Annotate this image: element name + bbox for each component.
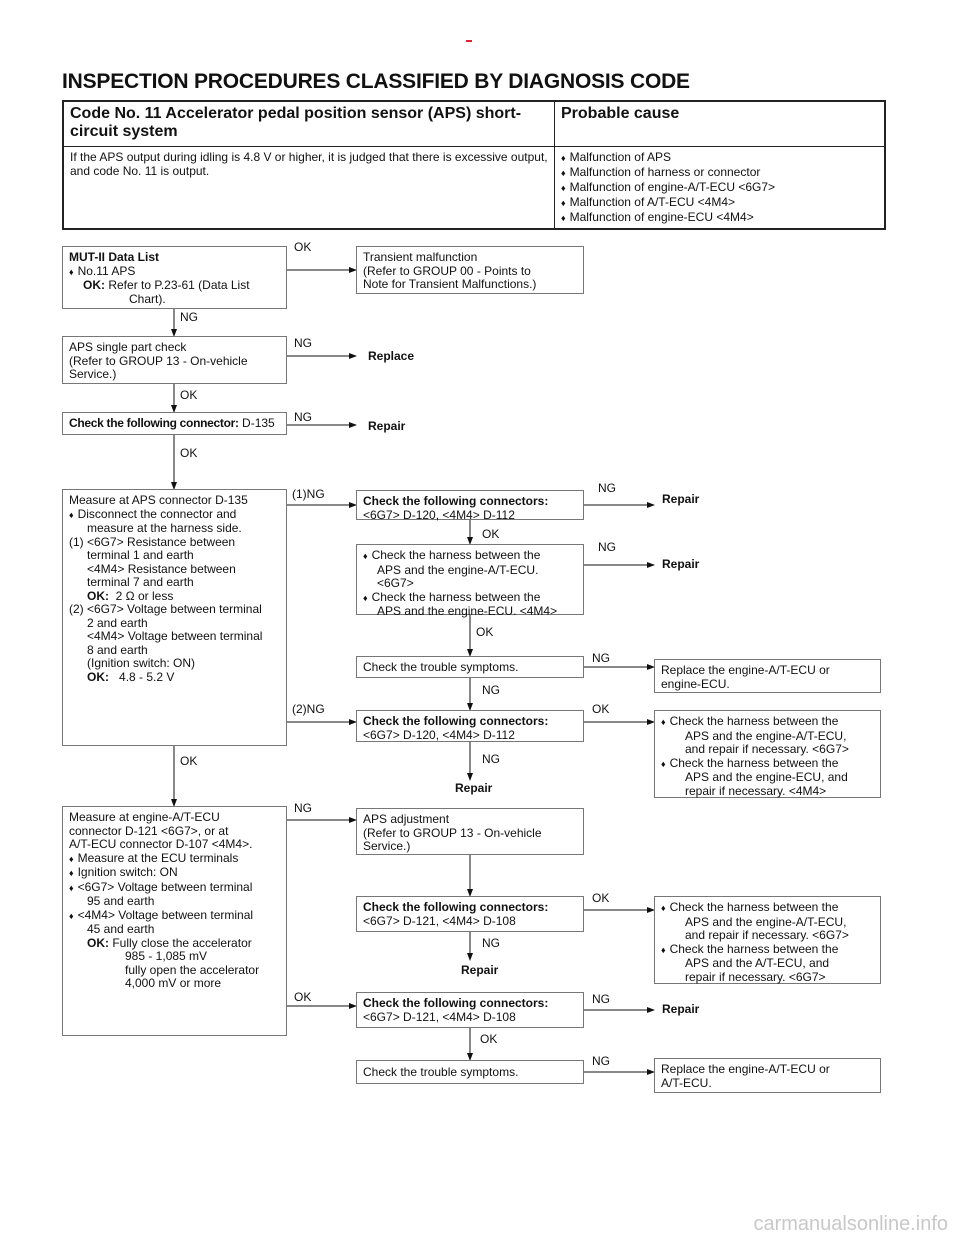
harness-repair-line: ♦ Check the harness between the — [661, 943, 874, 958]
measure-line: (Ignition switch: ON) — [87, 656, 196, 670]
replace-ecu-line: A/T-ECU. — [661, 1075, 712, 1090]
check-connectors-label: Check the following connectors: — [363, 996, 549, 1010]
watermark: carmanualsonline.info — [753, 1213, 948, 1235]
cause-item: ♦ Malfunction of APS — [561, 150, 878, 165]
code-description: If the APS output during idling is 4.8 V or higher, it is judged that there is excessive output, and code No. 11 is output. — [63, 147, 555, 230]
cause-item: ♦ Malfunction of engine-ECU <4M4> — [561, 210, 878, 225]
measure-line: Measure at engine-A/T-ECU — [69, 810, 220, 824]
measure-line: connector D-121 <6G7>, or at — [69, 823, 229, 838]
harness-line: ♦ Check the harness between the — [363, 549, 577, 564]
aps-adjust-line: APS adjustment — [363, 812, 450, 826]
harness-check-box — [356, 544, 584, 618]
harness-repair-box-2 — [654, 896, 881, 984]
ng-branch-2-label: (2)NG — [292, 702, 325, 716]
measure-line: 2 and earth — [87, 615, 148, 630]
mut-title: MUT-II Data List — [69, 250, 160, 264]
connector-ids: <6G7> D-121, <4M4> D-108 — [363, 913, 516, 928]
check-connectors-d120-box-2 — [356, 710, 584, 742]
measure-line: terminal 1 and earth — [87, 548, 194, 562]
check-trouble-symptoms-box: Check the trouble symptoms. — [356, 656, 584, 678]
transient-line: Transient malfunction — [363, 250, 478, 264]
ng-label: NG — [294, 336, 312, 350]
ng-label: NG — [482, 936, 500, 950]
mut-item: ♦ No.11 APS — [69, 265, 280, 280]
ng-label: NG — [598, 540, 616, 554]
measure-line: ♦ Disconnect the connector and — [69, 508, 280, 523]
ok-label: OK: — [83, 278, 105, 292]
ng-label: NG — [598, 481, 616, 495]
harness-repair-line: ♦ Check the harness between the — [661, 715, 874, 730]
measure-line: <4M4> Voltage between terminal — [87, 629, 263, 643]
repair-label: Repair — [662, 492, 700, 506]
replace-ecu-box-2 — [654, 1058, 881, 1093]
check-connectors-label: Check the following connectors: — [363, 714, 549, 728]
mut-ok-text-cont: Chart). — [129, 291, 166, 306]
replace-ecu-line: engine-ECU. — [661, 676, 730, 691]
harness-line: APS and the engine-A/T-ECU. — [377, 562, 539, 577]
measure-line: 985 - 1,085 mV — [125, 949, 208, 963]
check-connectors-d120-box — [356, 490, 584, 520]
aps-adjustment-box — [356, 808, 584, 855]
ok-label: OK — [180, 754, 198, 768]
measure-line: Measure at APS connector D-135 — [69, 493, 248, 507]
cause-item: ♦ Malfunction of engine-A/T-ECU <6G7> — [561, 180, 878, 195]
measure-line: A/T-ECU connector D-107 <4M4>. — [69, 837, 253, 851]
aps-single-check-box — [62, 336, 287, 384]
check-connectors-d121-box-2 — [356, 992, 584, 1028]
measure-line: (2) <6G7> Voltage between terminal — [69, 602, 262, 616]
measure-value: 2 Ω or less — [115, 588, 174, 603]
harness-repair-line: repair if necessary. <6G7> — [685, 969, 826, 984]
measure-line: terminal 7 and earth — [87, 575, 194, 589]
ng-label: NG — [294, 410, 312, 424]
repair-label: Repair — [662, 1002, 700, 1016]
harness-repair-line: and repair if necessary. <6G7> — [685, 928, 849, 942]
check-trouble-symptoms-box-2: Check the trouble symptoms. — [356, 1060, 584, 1084]
measure-ecu-connector-box — [62, 806, 287, 1036]
cause-item: ♦ Malfunction of A/T-ECU <4M4> — [561, 195, 878, 210]
connector-id: D-135 — [242, 416, 275, 430]
page-title: INSPECTION PROCEDURES CLASSIFIED BY DIAGNOSIS CODE — [62, 70, 690, 93]
ng-label: NG — [592, 1054, 610, 1068]
harness-repair-box-1 — [654, 710, 881, 798]
harness-line: APS and the engine-ECU. <4M4> — [377, 604, 558, 618]
measure-line: ♦ <6G7> Voltage between terminal — [69, 881, 280, 896]
ok-label: OK — [592, 702, 610, 716]
harness-repair-line: APS and the engine-A/T-ECU, — [685, 914, 847, 929]
ok-label: OK — [294, 990, 312, 1004]
harness-line: <6G7> — [377, 576, 414, 590]
code-header: Code No. 11 Accelerator pedal position sensor (APS) short-circuit system — [63, 101, 555, 147]
measure-line: 8 and earth — [87, 642, 148, 657]
ok-label: OK — [294, 240, 312, 254]
mut-data-list-box — [62, 246, 287, 309]
harness-line: ♦ Check the harness between the — [363, 591, 577, 606]
ok-label: OK — [592, 891, 610, 905]
aps-check-line: APS single part check — [69, 340, 187, 354]
harness-repair-line: ♦ Check the harness between the — [661, 901, 874, 916]
ng-label: NG — [592, 992, 610, 1006]
harness-repair-line: repair if necessary. <4M4> — [685, 783, 827, 798]
harness-repair-line: APS and the A/T-ECU, and — [685, 956, 830, 970]
ok-label: OK: — [87, 588, 109, 603]
replace-ecu-line: Replace the engine-A/T-ECU or — [661, 1062, 830, 1076]
measure-line: fully open the accelerator — [125, 962, 260, 977]
harness-repair-line: and repair if necessary. <6G7> — [685, 742, 849, 756]
ng-label: NG — [180, 310, 198, 324]
check-connector-label: Check the following connector: — [69, 416, 239, 430]
replace-ecu-box — [654, 659, 881, 693]
ok-label: OK — [480, 1032, 498, 1046]
ng-label: NG — [482, 683, 500, 697]
check-connectors-label: Check the following connectors: — [363, 900, 549, 914]
measure-line: ♦ <4M4> Voltage between terminal — [69, 909, 280, 924]
measure-line: Fully close the accelerator — [112, 935, 252, 950]
mut-ok-text: Refer to P.23-61 (Data List — [108, 278, 250, 292]
measure-aps-connector-box — [62, 489, 287, 746]
replace-label: Replace — [368, 349, 415, 363]
transient-box — [356, 246, 584, 294]
harness-repair-line: APS and the engine-A/T-ECU, — [685, 728, 847, 743]
ok-label: OK — [180, 388, 198, 402]
measure-line: measure at the harness side. — [87, 521, 242, 535]
measure-line: 4,000 mV or more — [125, 976, 222, 990]
repair-label: Repair — [461, 963, 499, 977]
harness-repair-line: APS and the engine-ECU, and — [685, 770, 848, 784]
repair-label: Repair — [662, 557, 700, 571]
ng-label: NG — [482, 752, 500, 766]
transient-line: (Refer to GROUP 00 - Points to — [363, 263, 531, 278]
transient-line: Note for Transient Malfunctions.) — [363, 277, 537, 291]
harness-repair-line: ♦ Check the harness between the — [661, 757, 874, 772]
measure-line: (1) <6G7> Resistance between — [69, 534, 236, 549]
measure-line: 95 and earth — [87, 894, 155, 908]
connector-ids: <6G7> D-121, <4M4> D-108 — [363, 1009, 516, 1024]
check-connector-d135-box — [62, 412, 287, 435]
check-connectors-d121-box — [356, 896, 584, 932]
connector-ids: <6G7> D-120, <4M4> D-112 — [363, 727, 515, 742]
ng-branch-1-label: (1)NG — [292, 487, 325, 501]
ok-label: OK: — [87, 935, 109, 950]
connector-ids: <6G7> D-120, <4M4> D-112 — [363, 507, 515, 522]
measure-line: ♦ Ignition switch: ON — [69, 866, 280, 881]
aps-adjust-line: Service.) — [363, 839, 411, 853]
ok-label: OK — [476, 625, 494, 639]
measure-line: <4M4> Resistance between — [87, 561, 236, 576]
check-connectors-label: Check the following connectors: — [363, 494, 549, 508]
measure-line: 45 and earth — [87, 922, 155, 936]
repair-label: Repair — [455, 781, 493, 795]
aps-check-line: (Refer to GROUP 13 - On-vehicle — [69, 353, 248, 368]
ok-label: OK: — [87, 669, 109, 684]
aps-check-line: Service.) — [69, 367, 117, 381]
probable-cause-header: Probable cause — [555, 101, 886, 147]
measure-line: ♦ Measure at the ECU terminals — [69, 852, 280, 867]
aps-adjust-line: (Refer to GROUP 13 - On-vehicle — [363, 825, 542, 840]
replace-ecu-line: Replace the engine-A/T-ECU or — [661, 663, 830, 677]
repair-label: Repair — [368, 419, 406, 433]
ng-label: NG — [592, 651, 610, 665]
ng-label: NG — [294, 801, 312, 815]
cause-item: ♦ Malfunction of harness or connector — [561, 165, 878, 180]
ok-label: OK — [482, 527, 500, 541]
measure-value: 4.8 - 5.2 V — [119, 669, 175, 684]
ok-label: OK — [180, 446, 198, 460]
